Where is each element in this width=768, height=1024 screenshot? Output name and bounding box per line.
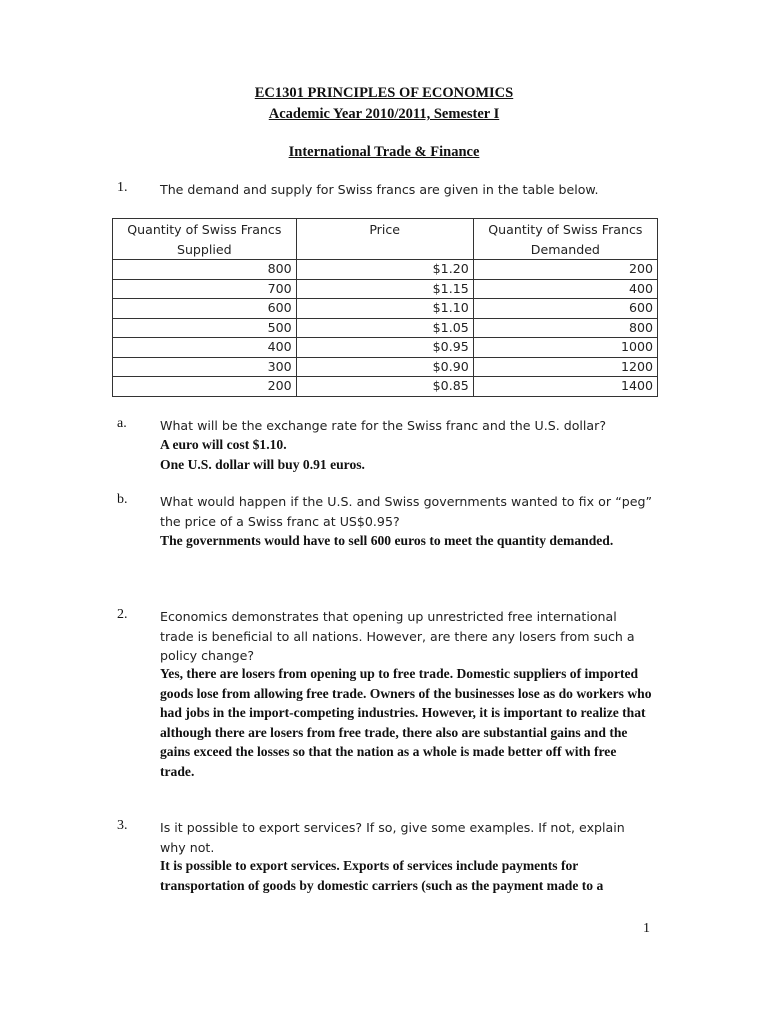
price-cell: $0.85	[296, 377, 473, 397]
academic-term: Academic Year 2010/2011, Semester I	[268, 106, 500, 122]
part-a-question: What will be the exchange rate for the Swiss franc and the U.S. dollar?	[160, 418, 607, 433]
supplied-cell: 300	[113, 357, 297, 377]
section-title: International Trade & Finance	[288, 144, 480, 160]
header-demanded: Quantity of Swiss Francs Demanded	[473, 219, 657, 260]
demanded-cell: 1200	[473, 357, 657, 377]
part-b-label: b.	[117, 492, 128, 507]
question-1-number: 1.	[117, 180, 128, 195]
supplied-cell: 400	[113, 338, 297, 358]
price-cell: $0.90	[296, 357, 473, 377]
course-title: EC1301 PRINCIPLES OF ECONOMICS	[254, 85, 514, 101]
supplied-cell: 700	[113, 279, 297, 299]
part-b-answer: The governments would have to sell 600 euros to meet the quantity demanded.	[160, 533, 614, 548]
demanded-cell: 800	[473, 318, 657, 338]
price-cell: $1.10	[296, 299, 473, 319]
part-a-label: a.	[117, 416, 127, 431]
demanded-cell: 400	[473, 279, 657, 299]
part-a-answer-2: One U.S. dollar will buy 0.91 euros.	[160, 457, 365, 472]
demanded-cell: 600	[473, 299, 657, 319]
table-row	[113, 299, 658, 319]
question-1-text: The demand and supply for Swiss francs are given in the table below.	[160, 182, 599, 197]
table-row	[113, 260, 658, 280]
table-row	[113, 279, 658, 299]
table-row	[113, 357, 658, 377]
part-b-question: What would happen if the U.S. and Swiss governments wanted to fix or “peg” the price of a Swiss franc at US$0.95?	[160, 494, 652, 529]
table-row	[113, 318, 658, 338]
supplied-cell: 500	[113, 318, 297, 338]
demanded-cell: 1400	[473, 377, 657, 397]
swiss-franc-table	[112, 218, 658, 397]
page-number: 1	[643, 921, 650, 936]
price-cell: $0.95	[296, 338, 473, 358]
demanded-cell: 1000	[473, 338, 657, 358]
question-3-answer: It is possible to export services. Exports of services include payments for transportation of goods by domestic carriers (such as the payment made to a	[160, 858, 604, 893]
table-row	[113, 377, 658, 397]
part-a-answer-1: A euro will cost $1.10.	[160, 437, 287, 452]
header-supplied: Quantity of Swiss Francs Supplied	[113, 219, 297, 260]
header-price: Price	[296, 219, 473, 260]
question-2-answer: Yes, there are losers from opening up to free trade. Domestic suppliers of imported goods lose from allowing free trade. Owners of the businesses lose as do workers who had jobs in the import-competing industries. However, it is important to realize that although there are losers from free trade, there also are substantial gains and the gains exceed the losses so that the nation as a whole is made better off with free trade.	[160, 666, 652, 779]
price-cell: $1.20	[296, 260, 473, 280]
question-2-text: Economics demonstrates that opening up unrestricted free international trade is beneficial to all nations. However, are there any losers from such a policy change?	[160, 609, 635, 663]
table-header-row	[113, 219, 658, 260]
price-cell: $1.15	[296, 279, 473, 299]
question-3-number: 3.	[117, 818, 128, 833]
supplied-cell: 600	[113, 299, 297, 319]
price-cell: $1.05	[296, 318, 473, 338]
question-2-number: 2.	[117, 607, 128, 622]
table-row	[113, 338, 658, 358]
supplied-cell: 800	[113, 260, 297, 280]
supplied-cell: 200	[113, 377, 297, 397]
question-3-text: Is it possible to export services? If so, give some examples. If not, explain why not.	[160, 820, 625, 855]
demanded-cell: 200	[473, 260, 657, 280]
